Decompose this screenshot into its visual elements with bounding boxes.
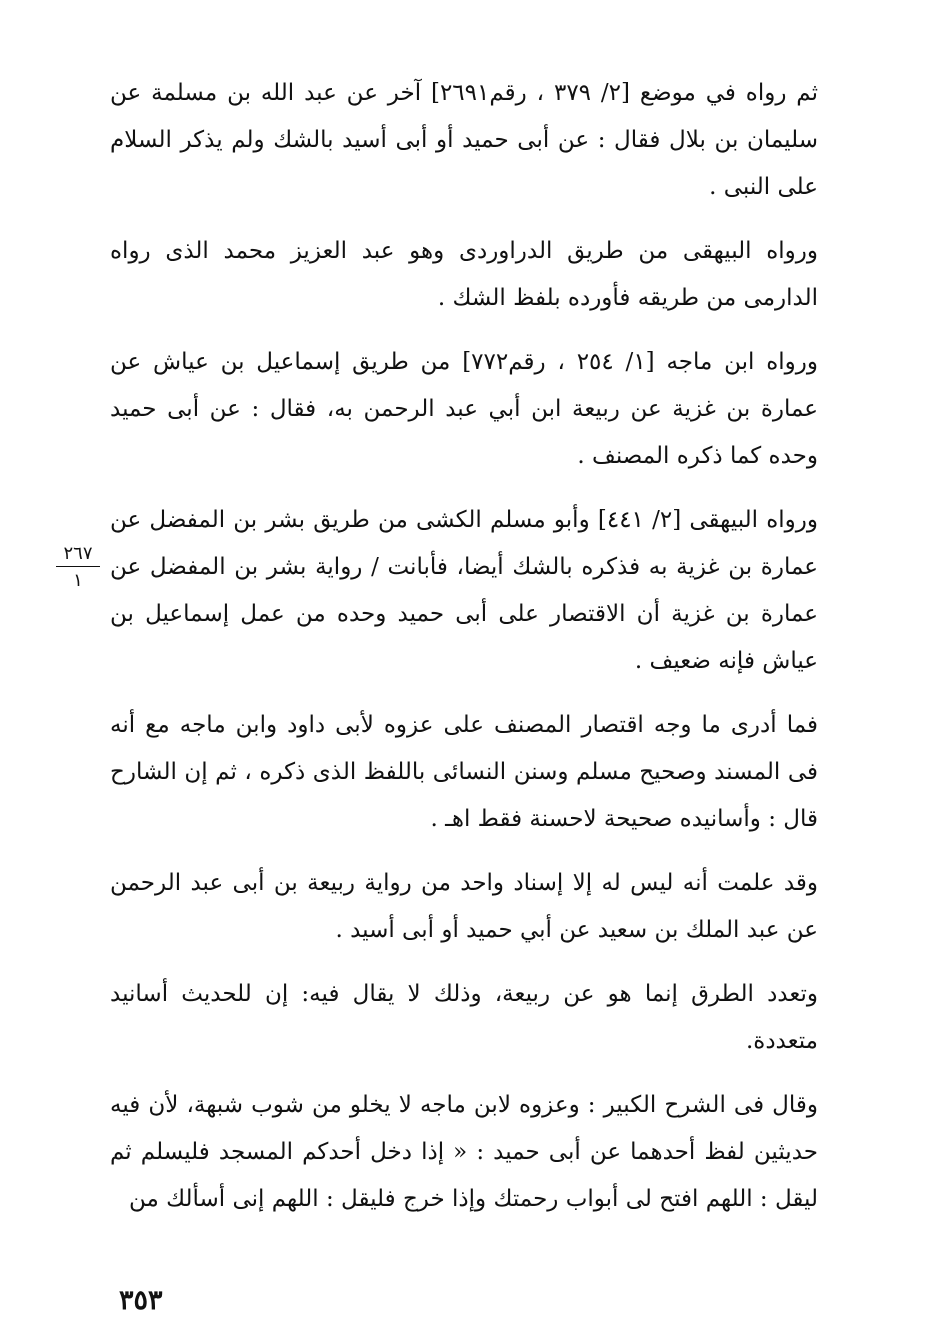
paragraph-3: ورواه ابن ماجه [١/ ٢٥٤ ، رقم٧٧٢] من طريق إسماعيل بن عياش عن عمارة بن غزية عن ربيعة ابن أبي عبد الرحمن به، فقال : عن أبى حميد وحده كما ذكره المصنف . (110, 349, 819, 469)
page-number: ٣٥٣ (119, 1285, 163, 1316)
paragraph-5: فما أدرى ما وجه اقتصار المصنف على عزوه لأبى داود وابن ماجه مع أنه فى المسند وصحيح مسلم وسنن النسائى باللفظ الذى ذكره ، ثم إن الشارح قال : وأسانيده صحيحة لاحسنة فقط اهـ . (110, 712, 818, 832)
paragraph-6: وقد علمت أنه ليس له إلا إسناد واحد من رواية ربيعة بن أبى عبد الرحمن عن عبد الملك بن سعيد عن أبي حميد أو أبى أسيد . (110, 870, 818, 943)
paragraph-4: ورواه البيهقى [٢/ ٤٤١] وأبو مسلم الكشى من طريق بشر بن المفضل عن عمارة بن غزية به فذكره بالشك أيضا، فأبانت / رواية بشر بن المفضل عن عمارة بن غزية أن الاقتصار على أبى حميد وحده من عمل إسماعيل بن عياش فإنه ضعيف . (110, 507, 818, 674)
paragraph-1: ثم رواه في موضع [٢/ ٣٧٩ ، رقم٢٦٩١] آخر عن عبد الله بن مسلمة عن سليمان بن بلال فقال : عن أبى حميد أو أبى أسيد بالشك ولم يذكر السلام على النبى . (110, 80, 819, 200)
paragraph-7: وتعدد الطرق إنما هو عن ربيعة، وذلك لا يقال فيه: إن للحديث أسانيد متعددة. (110, 981, 818, 1054)
main-text (110, 70, 818, 1240)
paragraph-2: ورواه البيهقى من طريق الدراوردى وهو عبد العزيز محمد الذى رواه الدارمى من طريقه فأورده بلفظ الشك . (110, 238, 818, 311)
folio-side: ١ (73, 570, 83, 591)
manuscript-folio-note (52, 544, 104, 591)
folio-divider (56, 566, 100, 567)
folio-number: ٢٦٧ (63, 543, 93, 564)
paragraph-8: وقال فى الشرح الكبير : وعزوه لابن ماجه لا يخلو من شوب شبهة، لأن فيه حديثين لفظ أحدهما عن أبى حميد : « إذا دخل أحدكم المسجد فليسلم ثم ليقل : اللهم افتح لى أبواب رحمتك وإذا خرج فليقل : اللهم إنى أسألك من (110, 1092, 818, 1212)
